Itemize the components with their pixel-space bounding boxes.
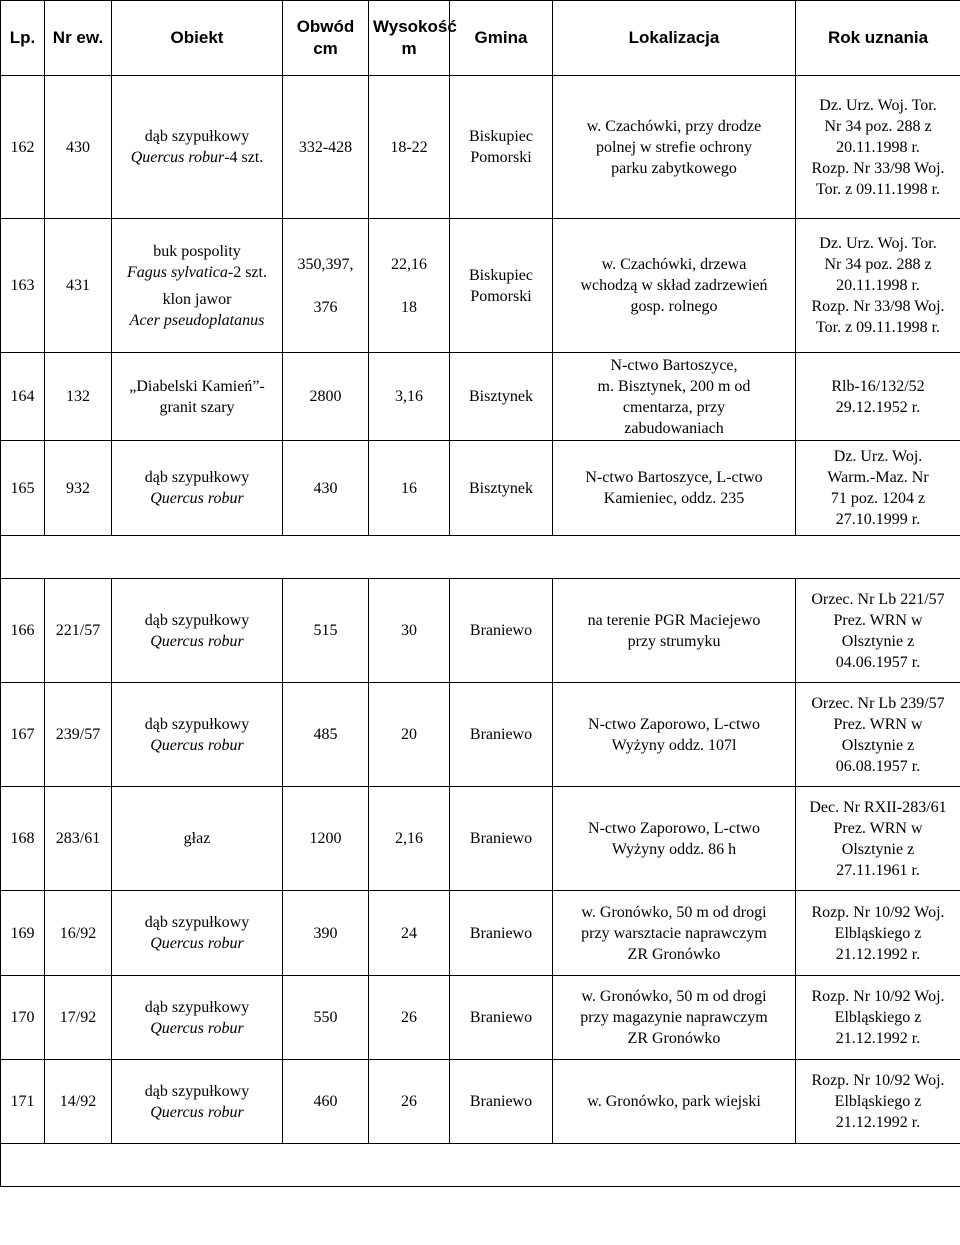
cell-obiekt <box>112 76 283 219</box>
rok-uznania-line: Tor. z 09.11.1998 r. <box>815 180 941 198</box>
cell-lp: 171 <box>1 1060 45 1144</box>
rok-uznania-line: Rozp. Nr 33/98 Woj. <box>811 159 945 177</box>
rok-uznania-line: Nr 34 poz. 288 z <box>824 256 932 273</box>
table-row <box>1 579 960 683</box>
object-entry <box>116 1081 278 1123</box>
cell-rok-uznania <box>796 76 960 219</box>
object-latin-name: Quercus robur <box>130 149 225 166</box>
rok-uznania-line: Prez. WRN w <box>833 611 923 629</box>
header-obwod-unit: cm <box>313 39 338 58</box>
wysokosc-value: 26 <box>401 1093 417 1110</box>
rok-uznania-line: Rozp. Nr 10/92 Woj. <box>811 988 945 1005</box>
cell-rok-uznania <box>796 353 960 441</box>
rok-uznania-line: 27.10.1999 r. <box>835 511 921 528</box>
cell-lp: 162 <box>1 76 45 219</box>
wysokosc-value: 16 <box>401 479 417 497</box>
cell-nr-ew: 239/57 <box>45 683 112 787</box>
lokalizacja-line: przy magazynie naprawczym <box>580 1009 768 1026</box>
rok-uznania-line: Dz. Urz. Woj. <box>833 448 923 465</box>
rok-uznania-line: Elbląskiego z <box>834 1009 922 1026</box>
table-row <box>1 76 960 219</box>
cell-obwod <box>283 353 369 441</box>
rok-uznania-line: 21.12.1992 r. <box>835 1030 921 1047</box>
cell-rok-uznania <box>796 441 960 536</box>
rok-uznania-line: Olsztynie z <box>841 632 915 650</box>
rok-uznania-line: Prez. WRN w <box>833 715 923 733</box>
cell-wysokosc <box>369 441 450 536</box>
object-entry <box>116 828 278 849</box>
rok-uznania-line: Dec. Nr RXII-283/61 <box>809 798 947 816</box>
cell-wysokosc <box>369 891 450 976</box>
rok-uznania-line: Rozp. Nr 33/98 Woj. <box>811 298 945 315</box>
object-latin-line <box>116 933 278 954</box>
cell-rok-uznania <box>796 976 960 1060</box>
header-nr-ew: Nr ew. <box>45 1 112 76</box>
cell-obwod <box>283 787 369 891</box>
cell-obiekt <box>112 353 283 441</box>
gmina-line: Braniewo <box>469 924 533 942</box>
object-latin-line <box>116 147 278 168</box>
cell-wysokosc <box>369 683 450 787</box>
object-latin-name: Fagus sylvatica <box>127 263 228 281</box>
rok-uznania-line: Tor. z 09.11.1998 r. <box>815 319 941 336</box>
object-latin-line <box>116 735 278 756</box>
table-row <box>1 787 960 891</box>
object-common-name: dąb szypułkowy <box>144 998 250 1016</box>
lokalizacja-line: parku zabytkowego <box>611 159 737 177</box>
obwod-value: 390 <box>313 924 338 942</box>
cell-obwod <box>283 579 369 683</box>
cell-lp: 164 <box>1 353 45 441</box>
rok-uznania-line: 71 poz. 1204 z <box>830 490 926 507</box>
cell-gmina <box>450 441 553 536</box>
rok-uznania-line: Orzec. Nr Lb 239/57 <box>811 694 945 712</box>
object-entry <box>116 467 278 509</box>
cell-rok-uznania <box>796 891 960 976</box>
object-entry <box>116 912 278 954</box>
table-row <box>1 441 960 536</box>
object-entry <box>116 289 278 331</box>
gmina-line: Braniewo <box>469 726 533 743</box>
object-latin-name: Quercus robur <box>150 1103 244 1121</box>
cell-lokalizacja <box>553 683 796 787</box>
cell-obiekt <box>112 976 283 1060</box>
rok-uznania-line: Rlb-16/132/52 <box>831 377 925 395</box>
obwod-value: 332-428 <box>298 138 353 156</box>
cell-gmina <box>450 891 553 976</box>
lokalizacja-line: Wyżyny oddz. 107l <box>611 736 737 754</box>
cell-gmina <box>450 353 553 441</box>
object-common-name: dąb szypułkowy <box>144 469 250 486</box>
lokalizacja-line: N-ctwo Zaporowo, L-ctwo <box>588 715 760 733</box>
header-obwod <box>283 1 369 76</box>
rok-uznania-line: Dz. Urz. Woj. Tor. <box>819 235 937 252</box>
header-row <box>1 1 960 76</box>
table-row <box>1 683 960 787</box>
cell-gmina <box>450 1060 553 1144</box>
lokalizacja-line: m. Bisztynek, 200 m od <box>597 377 751 395</box>
rok-uznania-line: 06.08.1957 r. <box>835 757 921 775</box>
rok-uznania-line: 04.06.1957 r. <box>835 653 921 671</box>
lokalizacja-line: w. Gronówko, park wiejski <box>587 1093 761 1110</box>
lokalizacja-line: w. Czachówki, drzewa <box>601 256 747 273</box>
cell-obwod <box>283 891 369 976</box>
lokalizacja-line: N-ctwo Bartoszyce, <box>610 356 738 374</box>
object-entry <box>116 610 278 652</box>
cell-nr-ew: 431 <box>45 219 112 353</box>
cell-obiekt <box>112 1060 283 1144</box>
object-entry <box>116 241 278 283</box>
lokalizacja-line: ZR Gronówko <box>627 1030 721 1047</box>
object-common-name: „Diabelski Kamień”-granit szary <box>129 377 265 416</box>
object-common-name: dąb szypułkowy <box>144 611 250 629</box>
lokalizacja-line: cmentarza, przy <box>622 398 726 416</box>
object-latin-line <box>116 631 278 652</box>
cell-nr-ew: 17/92 <box>45 976 112 1060</box>
obwod-value: 460 <box>313 1093 338 1110</box>
lokalizacja-line: przy strumyku <box>627 632 721 650</box>
cell-lokalizacja <box>553 787 796 891</box>
gmina-line: Biskupiec <box>469 266 533 284</box>
cell-gmina <box>450 579 553 683</box>
wysokosc-value: 22,16 <box>391 255 427 273</box>
cell-obiekt <box>112 683 283 787</box>
object-latin-line <box>116 488 278 509</box>
cell-obwod <box>283 219 369 353</box>
object-entry <box>116 997 278 1039</box>
rok-uznania-line: 20.11.1998 r. <box>836 138 920 156</box>
rok-uznania-line: Elbląskiego z <box>834 924 922 942</box>
object-latin-line <box>116 1018 278 1039</box>
rok-uznania-line: Rozp. Nr 10/92 Woj. <box>811 1072 945 1089</box>
table-header <box>1 1 960 76</box>
object-count: -4 szt. <box>224 149 264 166</box>
table-row <box>1 891 960 976</box>
spacer-row <box>1 1144 960 1187</box>
lokalizacja-line: polnej w strefie ochrony <box>596 138 752 156</box>
cell-lp: 167 <box>1 683 45 787</box>
spacer-row <box>1 536 960 579</box>
lokalizacja-line: wchodzą w skład zadrzewień <box>580 277 768 294</box>
gmina-line: Pomorski <box>470 287 532 305</box>
cell-rok-uznania <box>796 579 960 683</box>
cell-lokalizacja <box>553 579 796 683</box>
cell-lokalizacja <box>553 76 796 219</box>
wysokosc-value: 3,16 <box>395 388 423 405</box>
wysokosc-value: 24 <box>401 924 417 942</box>
cell-lp: 170 <box>1 976 45 1060</box>
object-latin-name: Quercus robur <box>150 632 244 650</box>
rok-uznania-line: Rozp. Nr 10/92 Woj. <box>811 903 945 921</box>
obwod-value: 1200 <box>309 830 342 847</box>
cell-nr-ew: 932 <box>45 441 112 536</box>
spacer-cell <box>1 536 960 579</box>
object-common-name: dąb szypułkowy <box>144 1082 250 1100</box>
object-entry <box>116 126 278 168</box>
cell-rok-uznania <box>796 1060 960 1144</box>
cell-lp: 169 <box>1 891 45 976</box>
cell-obwod <box>283 76 369 219</box>
table-row <box>1 976 960 1060</box>
gmina-line: Bisztynek <box>469 479 533 497</box>
object-entry <box>116 714 278 756</box>
cell-lokalizacja <box>553 353 796 441</box>
object-common-name: klon jawor <box>162 290 232 308</box>
cell-lp: 168 <box>1 787 45 891</box>
cell-rok-uznania <box>796 787 960 891</box>
lokalizacja-line: Kamieniec, oddz. 235 <box>603 490 745 507</box>
obwod-value: 2800 <box>309 388 342 405</box>
lokalizacja-line: zabudowaniach <box>624 419 724 437</box>
cell-lp: 166 <box>1 579 45 683</box>
rok-uznania-line: Olsztynie z <box>841 840 915 858</box>
object-latin-line <box>116 1102 278 1123</box>
header-rok-uznania: Rok uznania <box>796 1 960 76</box>
rok-uznania-line: Olsztynie z <box>841 736 915 754</box>
cell-wysokosc <box>369 353 450 441</box>
object-common-name: buk pospolity <box>153 242 241 260</box>
cell-obiekt <box>112 219 283 353</box>
cell-obwod <box>283 683 369 787</box>
wysokosc-value: 30 <box>401 622 417 639</box>
lokalizacja-line: gosp. rolnego <box>630 298 718 315</box>
cell-lp: 165 <box>1 441 45 536</box>
object-latin-line <box>116 262 278 283</box>
header-wysokosc-unit: m <box>401 39 417 58</box>
cell-gmina <box>450 683 553 787</box>
cell-nr-ew: 430 <box>45 76 112 219</box>
obwod-value: 430 <box>313 479 338 497</box>
spacer-cell <box>1 1144 960 1187</box>
lokalizacja-line: na terenie PGR Maciejewo <box>587 611 761 629</box>
object-entry <box>116 376 278 418</box>
object-latin-name: Quercus robur <box>150 490 244 507</box>
rok-uznania-line: Elbląskiego z <box>834 1093 922 1110</box>
cell-wysokosc <box>369 579 450 683</box>
cell-lokalizacja <box>553 441 796 536</box>
table-body <box>1 76 960 1187</box>
cell-gmina <box>450 787 553 891</box>
lokalizacja-line: ZR Gronówko <box>627 945 721 963</box>
rok-uznania-line: Warm.-Maz. Nr <box>827 469 929 486</box>
rok-uznania-line: Prez. WRN w <box>833 819 923 837</box>
wysokosc-value: 18 <box>401 298 417 316</box>
cell-obiekt <box>112 891 283 976</box>
cell-gmina <box>450 976 553 1060</box>
cell-nr-ew: 132 <box>45 353 112 441</box>
cell-lokalizacja <box>553 976 796 1060</box>
header-wysokosc-label: Wysokość <box>373 17 457 36</box>
rok-uznania-line: 21.12.1992 r. <box>835 945 921 963</box>
header-obiekt: Obiekt <box>112 1 283 76</box>
gmina-line: Braniewo <box>469 622 533 639</box>
cell-wysokosc <box>369 787 450 891</box>
object-latin-line <box>116 310 278 331</box>
rok-uznania-line: Dz. Urz. Woj. Tor. <box>819 96 937 114</box>
cell-obwod <box>283 1060 369 1144</box>
lokalizacja-line: N-ctwo Bartoszyce, L-ctwo <box>585 469 763 486</box>
gmina-line: Biskupiec <box>469 128 533 145</box>
cell-obwod <box>283 976 369 1060</box>
lokalizacja-line: w. Czachówki, przy drodze <box>586 117 762 135</box>
object-common-name: głaz <box>183 830 211 847</box>
obwod-value: 550 <box>313 1009 338 1026</box>
cell-lokalizacja <box>553 1060 796 1144</box>
gmina-line: Pomorski <box>470 149 532 166</box>
cell-rok-uznania <box>796 683 960 787</box>
wysokosc-value: 20 <box>401 726 417 743</box>
cell-rok-uznania <box>796 219 960 353</box>
cell-obiekt <box>112 441 283 536</box>
lokalizacja-line: Wyżyny oddz. 86 h <box>611 840 737 858</box>
cell-lokalizacja <box>553 891 796 976</box>
cell-gmina <box>450 76 553 219</box>
table-row <box>1 353 960 441</box>
header-gmina: Gmina <box>450 1 553 76</box>
cell-wysokosc <box>369 76 450 219</box>
cell-nr-ew: 221/57 <box>45 579 112 683</box>
header-obwod-label: Obwód <box>296 17 355 36</box>
obwod-value: 515 <box>313 622 338 639</box>
object-common-name: dąb szypułkowy <box>144 715 250 733</box>
lokalizacja-line: w. Gronówko, 50 m od drogi <box>581 903 767 921</box>
wysokosc-value: 18-22 <box>390 138 428 156</box>
cell-gmina <box>450 219 553 353</box>
table-row <box>1 1060 960 1144</box>
object-latin-name: Quercus robur <box>150 1019 244 1037</box>
cell-nr-ew: 14/92 <box>45 1060 112 1144</box>
rok-uznania-line: Nr 34 poz. 288 z <box>824 117 932 135</box>
table-row <box>1 219 960 353</box>
gmina-line: Braniewo <box>469 830 533 847</box>
rok-uznania-line: 20.11.1998 r. <box>836 277 920 294</box>
object-count: -2 szt. <box>227 263 267 281</box>
object-latin-name: Acer pseudoplatanus <box>129 311 265 329</box>
object-latin-name: Quercus robur <box>150 935 244 952</box>
wysokosc-value: 26 <box>401 1009 417 1026</box>
cell-wysokosc <box>369 976 450 1060</box>
cell-obiekt <box>112 787 283 891</box>
header-lokalizacja: Lokalizacja <box>553 1 796 76</box>
cell-obiekt <box>112 579 283 683</box>
obwod-value: 376 <box>313 298 338 316</box>
cell-wysokosc <box>369 1060 450 1144</box>
lokalizacja-line: przy warsztacie naprawczym <box>581 924 767 942</box>
rok-uznania-line: 21.12.1992 r. <box>835 1114 921 1131</box>
obwod-value: 485 <box>313 726 338 743</box>
cell-wysokosc <box>369 219 450 353</box>
wysokosc-value: 2,16 <box>395 830 423 847</box>
object-common-name: dąb szypułkowy <box>144 128 250 145</box>
rok-uznania-line: 27.11.1961 r. <box>836 861 920 879</box>
cell-lokalizacja <box>553 219 796 353</box>
header-wysokosc <box>369 1 457 76</box>
object-common-name: dąb szypułkowy <box>144 914 250 931</box>
rok-uznania-line: Orzec. Nr Lb 221/57 <box>811 590 945 608</box>
gmina-line: Bisztynek <box>469 388 533 405</box>
lokalizacja-line: w. Gronówko, 50 m od drogi <box>581 988 767 1005</box>
gmina-line: Braniewo <box>469 1009 533 1026</box>
cell-obwod <box>283 441 369 536</box>
rok-uznania-line: 29.12.1952 r. <box>835 398 921 416</box>
gmina-line: Braniewo <box>469 1093 533 1110</box>
object-latin-name: Quercus robur <box>150 736 244 754</box>
obwod-value: 350,397, <box>297 255 354 273</box>
cell-nr-ew: 16/92 <box>45 891 112 976</box>
lokalizacja-line: N-ctwo Zaporowo, L-ctwo <box>588 819 760 837</box>
header-lp: Lp. <box>1 1 45 76</box>
cell-lp: 163 <box>1 219 45 353</box>
cell-nr-ew: 283/61 <box>45 787 112 891</box>
